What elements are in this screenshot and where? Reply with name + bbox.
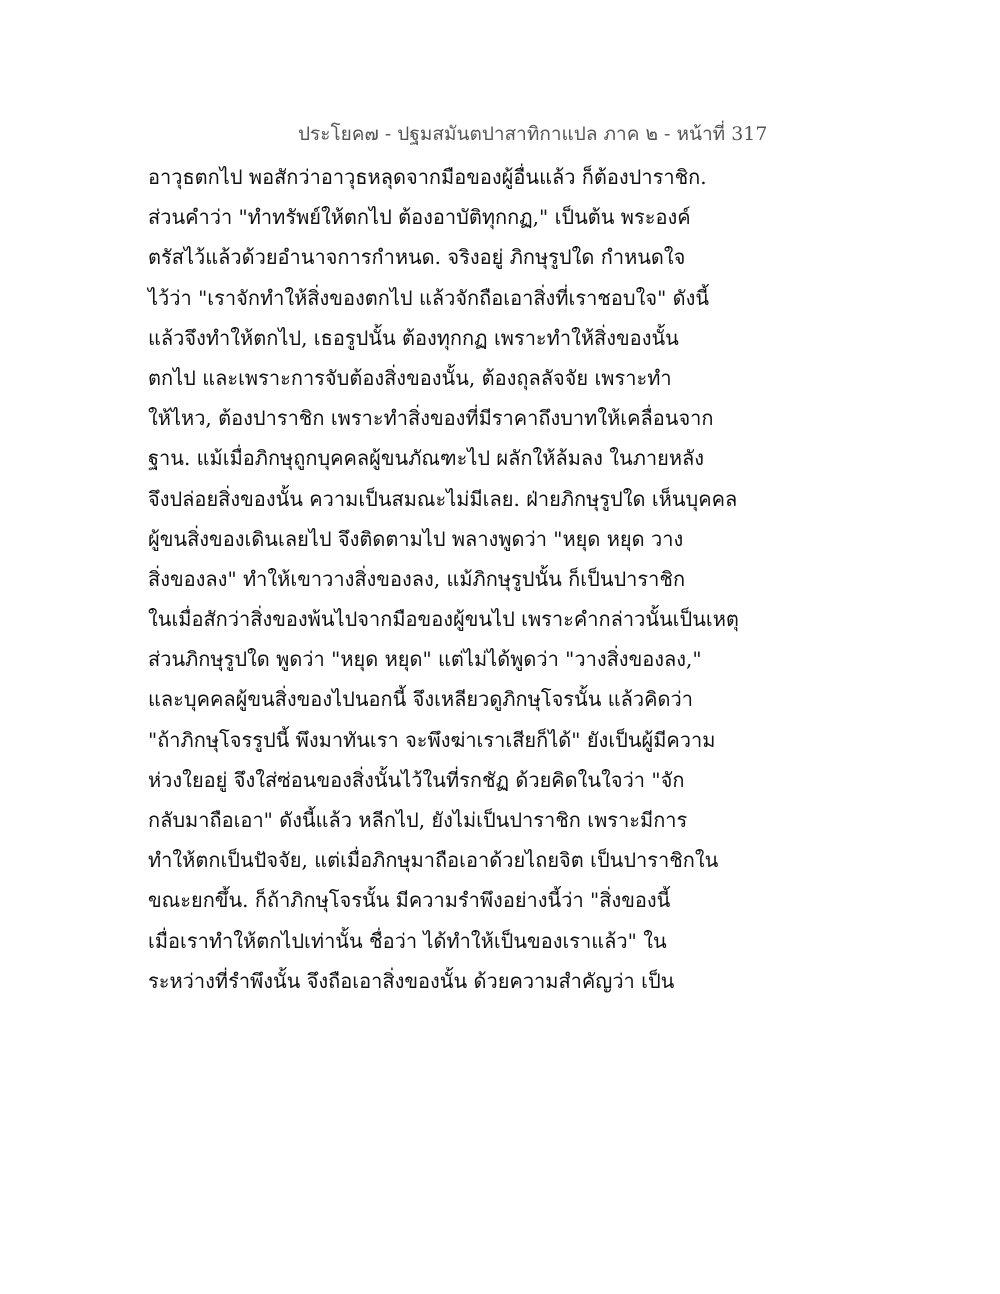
text-line: ผู้ขนสิ่งของเดินเลยไป จึงติดตามไป พลางพูดว่า "หยุด หยุด วาง (148, 526, 684, 551)
text-line: ขณะยกขึ้น. ก็ถ้าภิกษุโจรนั้น มีความรำพึงอย่างนี้ว่า "สิ่งของนี้ (148, 888, 671, 913)
text-line: สิ่งของลง" ทำให้เขาวางสิ่งของลง, แม้ภิกษุรูปนั้น ก็เป็นปาราชิก (148, 566, 686, 591)
text-line: จึงปล่อยสิ่งของนั้น ความเป็นสมณะไม่มีเลย. ฝ่ายภิกษุรูปใด เห็นบุคคล (148, 486, 738, 511)
running-header: ประโยค๗ - ปฐมสมันตปาสาทิกาแปล ภาค ๒ - หน้าที่ 317 (298, 123, 768, 145)
text-line: ในเมื่อสักว่าสิ่งของพ้นไปจากมือของผู้ขนไป เพราะคำกล่าวนั้นเป็นเหตุ (148, 607, 739, 632)
text-line: ทำให้ตกเป็นปัจจัย, แต่เมื่อภิกษุมาถือเอาด้วยไถยจิต เป็นปาราชิกใน (148, 848, 719, 873)
text-line: ตกไป และเพราะการจับต้องสิ่งของนั้น, ต้องถุลลัจจัย เพราะทำ (148, 365, 672, 390)
text-line: "ถ้าภิกษุโจรรูปนี้ พึงมาทันเรา จะพึงฆ่าเราเสียก็ได้" ยังเป็นผู้มีความ (148, 727, 716, 752)
text-line: และบุคคลผู้ขนสิ่งของไปนอกนี้ จึงเหลียวดูภิกษุโจรนั้น แล้วคิดว่า (148, 687, 693, 712)
text-line: ตรัสไว้แล้วด้วยอำนาจการกำหนด. จริงอยู่ ภิกษุรูปใด กำหนดใจ (148, 245, 686, 270)
text-line: ส่วนภิกษุรูปใด พูดว่า "หยุด หยุด" แต่ไม่ได้พูดว่า "วางสิ่งของลง," (148, 647, 702, 672)
text-line: ห่วงใยอยู่ จึงใส่ซ่อนของสิ่งนั้นไว้ในที่รกชัฏ ด้วยคิดในใจว่า "จัก (148, 767, 685, 792)
text-line: อาวุธตกไป พอสักว่าอาวุธหลุดจากมือของผู้อื่นแล้ว ก็ต้องปาราชิก. (148, 165, 707, 189)
body-text (148, 157, 739, 1001)
text-line: กลับมาถือเอา" ดังนี้แล้ว หลีกไป, ยังไม่เป็นปาราชิก เพราะมีการ (148, 808, 688, 832)
text-line: ฐาน. แม้เมื่อภิกษุถูกบุคคลผู้ขนภัณฑะไป ผลักให้ล้มลง ในภายหลัง (148, 446, 705, 471)
text-line: เมื่อเราทำให้ตกไปเท่านั้น ชื่อว่า ได้ทำให้เป็นของเราแล้ว" ใน (148, 928, 667, 953)
text-line: ระหว่างที่รำพึงนั้น จึงถือเอาสิ่งของนั้น ด้วยความสำคัญว่า เป็น (148, 968, 675, 993)
text-line: ให้ไหว, ต้องปาราชิก เพราะทำสิ่งของที่มีราคาถึงบาทให้เคลื่อนจาก (148, 406, 714, 431)
text-line: ไว้ว่า "เราจักทำให้สิ่งของตกไป แล้วจักถือเอาสิ่งที่เราชอบใจ" ดังนี้ (148, 285, 710, 310)
text-line: แล้วจึงทำให้ตกไป, เธอรูปนั้น ต้องทุกกฏ เพราะทำให้สิ่งของนั้น (148, 325, 679, 350)
text-line: ส่วนคำว่า "ทำทรัพย์ให้ตกไป ต้องอาบัติทุกกฏ," เป็นต้น พระองค์ (148, 205, 691, 230)
